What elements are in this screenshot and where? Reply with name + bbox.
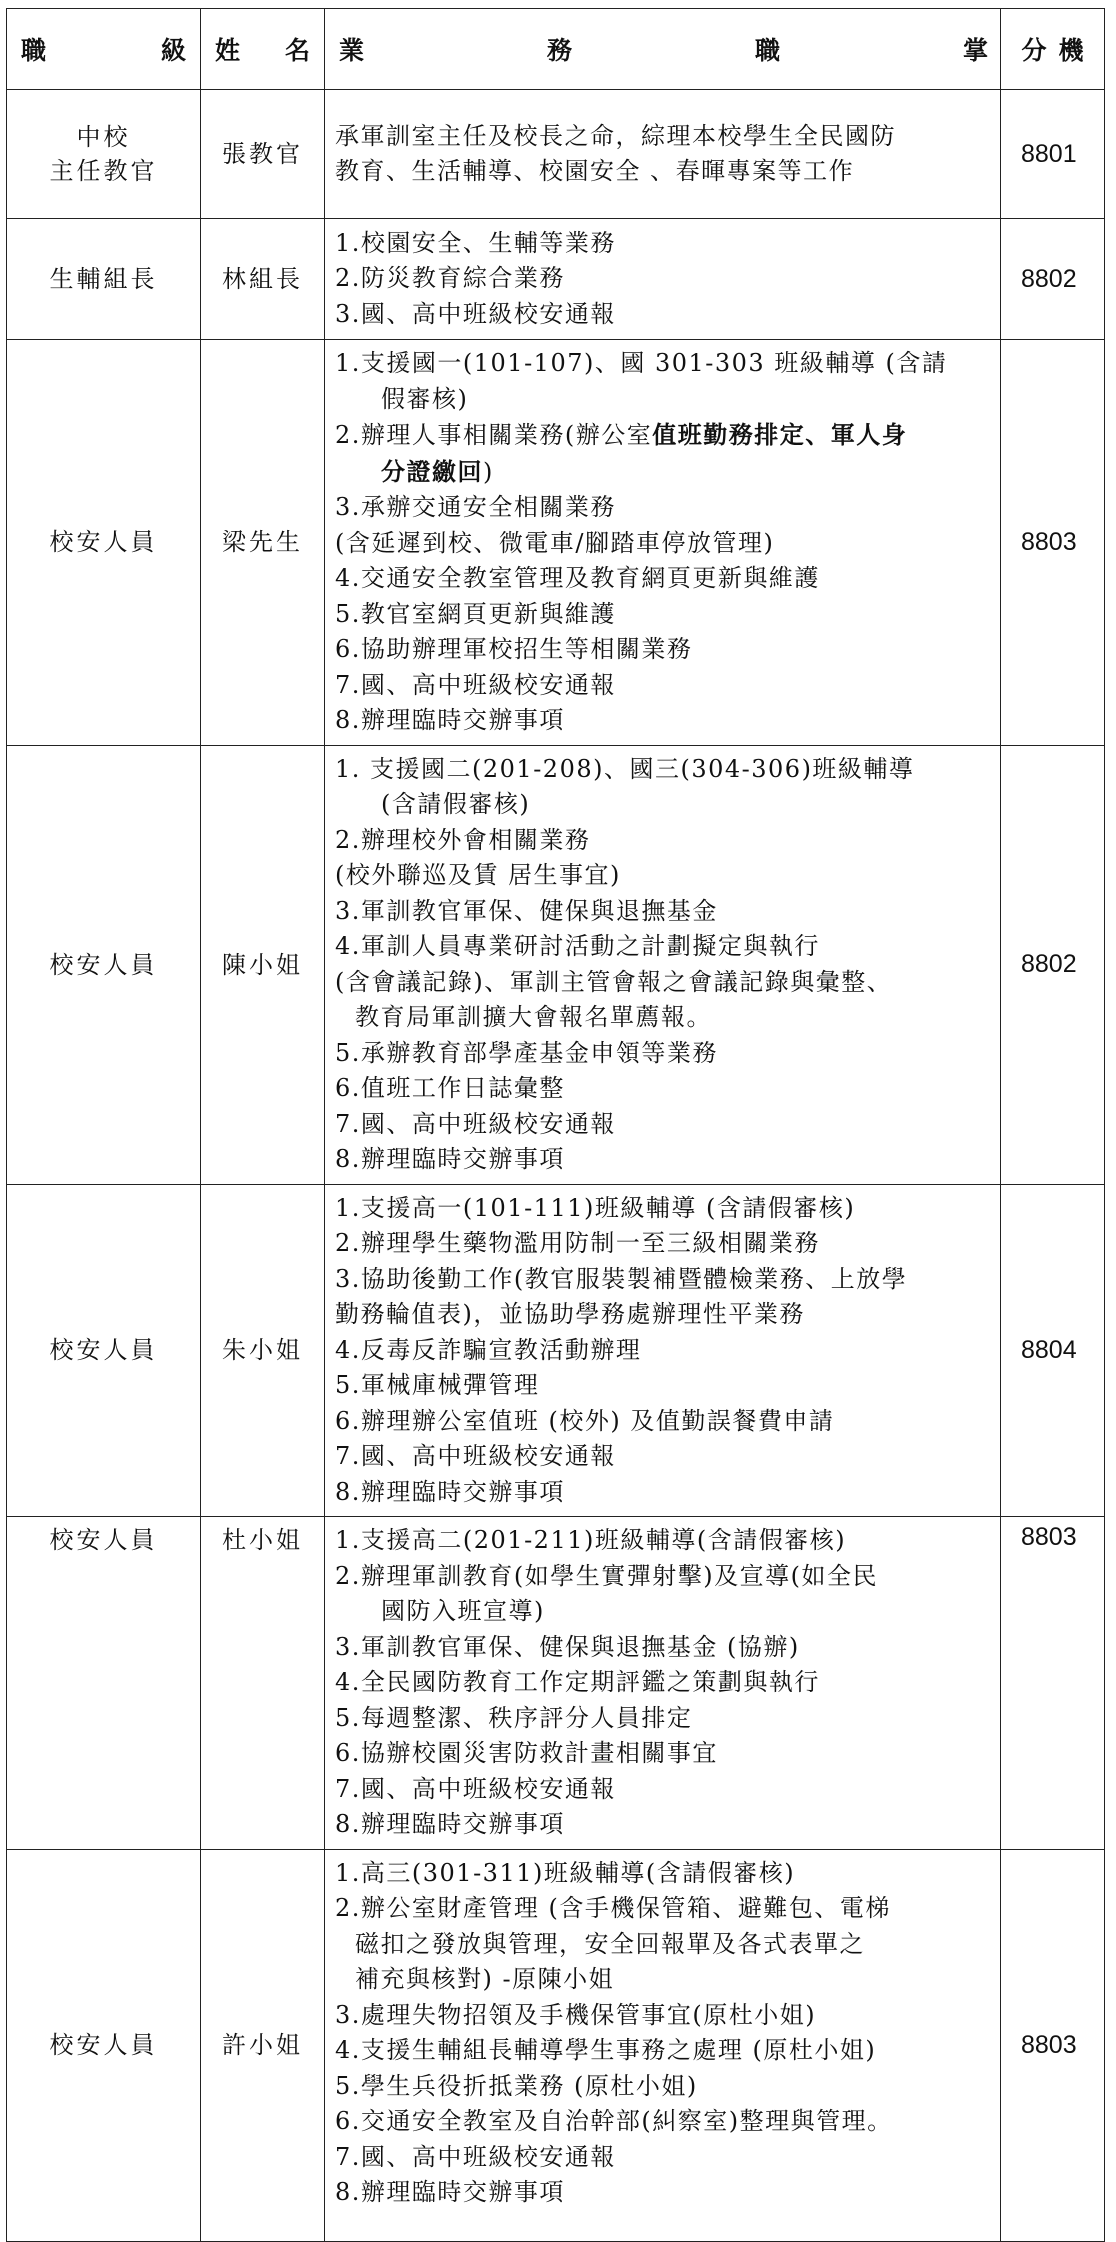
ext-text: 8803 [1021, 2030, 1077, 2059]
duty-cell [325, 1184, 1001, 1517]
header-ext [1001, 9, 1105, 90]
duty-line [335, 417, 992, 454]
duty-text: 1.支援高二(201-211)班級輔導(含請假審核) [335, 1526, 847, 1554]
duty-line [335, 858, 992, 894]
duty-text: 8.辦理臨時交辦事項 [335, 2178, 565, 2206]
name-text: 杜小姐 [222, 1526, 303, 1554]
duty-line [335, 823, 992, 859]
name-cell [201, 340, 325, 746]
title-cell [7, 1517, 201, 1850]
duty-text: 假審核) [381, 384, 469, 413]
duty-line [335, 1107, 992, 1143]
duty-text: 6.值班工作日誌彙整 [335, 1074, 565, 1102]
ext-text: 8802 [1021, 950, 1077, 978]
duty-line [335, 597, 992, 633]
duty-line: 承軍訓室主任及校長之命，綜理本校學生全民國防 [335, 121, 896, 150]
duty-line [335, 2104, 992, 2140]
header-name-char: 名 [284, 36, 310, 65]
duty-line [335, 1000, 992, 1036]
duty-text: (校外聯巡及賃 居生事宜) [335, 861, 621, 889]
header-title-char: 職 [21, 36, 47, 65]
duty-line [335, 346, 992, 382]
duty-cell [325, 1517, 1001, 1850]
duty-line [335, 1439, 992, 1475]
duty-text: 補充與核對) -原陳小姐 [355, 1965, 615, 1993]
duty-line [335, 1559, 992, 1595]
duty-text: 國防入班宣導) [381, 1597, 545, 1625]
duty-line [335, 668, 992, 704]
duty-line [335, 1071, 992, 1107]
header-title-char: 級 [160, 36, 186, 65]
duty-text: 3.軍訓教官軍保、健保與退撫基金 [335, 896, 718, 925]
title-cell [7, 1184, 201, 1517]
duty-text: 2.辦理學生藥物濫用防制一至三級相關業務 [335, 1229, 820, 1257]
duty-item: 2.防災教育綜合業務 [335, 264, 565, 293]
ext-text: 8803 [1021, 1523, 1077, 1551]
table-row [7, 1849, 1105, 2241]
header-duty-char: 掌 [962, 36, 988, 65]
header-duty-char: 業 [339, 36, 365, 65]
duty-text: 3.處理失物招領及手機保管事宜(原杜小姐) [335, 2000, 817, 2029]
duty-text: (含延遲到校、微電車/腳踏車停放管理) [335, 528, 775, 557]
duty-text: 勤務輪值表)，並協助學務處辦理性平業務 [335, 1300, 805, 1328]
duty-line [335, 490, 992, 526]
ext-text: 8804 [1021, 1335, 1077, 1364]
duty-line [335, 1856, 992, 1892]
duty-line [335, 561, 992, 597]
duty-text: 7.國、高中班級校安通報 [335, 2142, 616, 2171]
duty-line [335, 1665, 992, 1701]
duty-line [335, 703, 992, 739]
name-text: 張教官 [222, 140, 303, 168]
duty-line [335, 2069, 992, 2105]
ext-text: 8801 [1021, 139, 1077, 168]
duty-text: 2.辦理校外會相關業務 [335, 825, 591, 854]
duty-line [335, 2175, 992, 2211]
ext-text: 8802 [1021, 264, 1077, 293]
title-text: 校安人員 [49, 950, 158, 979]
table-header-row [7, 9, 1105, 90]
duty-roster-table [6, 8, 1105, 2242]
duty-line [335, 632, 992, 668]
title-text: 校安人員 [49, 2031, 158, 2059]
duty-line [335, 1297, 992, 1333]
duty-cell [325, 219, 1001, 340]
table-row [7, 340, 1105, 746]
duty-text: 2.辦公室財產管理 (含手機保管箱、避難包、電梯 [335, 1894, 891, 1922]
header-title [7, 9, 201, 90]
duty-text-emphasis: 值班勤務排定、軍人身 [652, 420, 908, 449]
duty-line: 教育、生活輔導、校園安全 、春暉專案等工作 [335, 157, 855, 185]
table-row [7, 1517, 1105, 1850]
table-row [7, 745, 1105, 1184]
duty-text: 8.辦理臨時交辦事項 [335, 1145, 565, 1173]
duty-text: 1. 支援國二(201-208)、國三(304-306)班級輔導 [335, 754, 915, 783]
ext-cell [1001, 90, 1105, 219]
duty-text: 磁扣之發放與管理，安全回報單及各式表單之 [355, 1929, 865, 1958]
duty-text: (含請假審核) [381, 790, 531, 818]
duty-text: 3.協助後勤工作(教官服裝製補暨體檢業務、上放學 [335, 1264, 908, 1293]
name-cell [201, 1849, 325, 2241]
title-cell [7, 219, 201, 340]
table-row [7, 1184, 1105, 1517]
title-text: 校安人員 [49, 1336, 158, 1365]
duty-line [335, 894, 992, 930]
duty-text: 4.全民國防教育工作定期評鑑之策劃與執行 [335, 1668, 820, 1696]
duty-line [335, 1226, 992, 1262]
duty-cell [325, 745, 1001, 1184]
duty-line [335, 1891, 992, 1927]
duty-text-tail: ) [483, 457, 494, 486]
duty-text: 5.承辦教育部學產基金申領等業務 [335, 1038, 718, 1067]
duty-text: 3.軍訓教官軍保、健保與退撫基金 (協辦) [335, 1632, 800, 1661]
duty-text: 5.每週整潔、秩序評分人員排定 [335, 1703, 693, 1732]
duty-line [335, 1036, 992, 1072]
name-text: 朱小姐 [222, 1336, 303, 1365]
header-name-char: 姓 [215, 36, 241, 65]
name-cell [201, 90, 325, 219]
table-row [7, 90, 1105, 219]
duty-line [335, 1142, 992, 1178]
name-text: 林組長 [222, 265, 303, 293]
duty-text: (含會議記錄)、軍訓主管會報之會議記錄與彙整、 [335, 967, 893, 996]
ext-text: 8803 [1021, 527, 1077, 556]
duty-text: 1.支援高一(101-111)班級輔導 (含請假審核) [335, 1193, 856, 1222]
duty-line [335, 2033, 992, 2069]
duty-text: 6.辦理辦公室值班 (校外) 及值勤誤餐費申請 [335, 1406, 835, 1435]
duty-line [335, 1630, 992, 1666]
duty-text: 8.辦理臨時交辦事項 [335, 706, 565, 734]
name-text: 陳小姐 [222, 950, 303, 979]
ext-cell [1001, 219, 1105, 340]
duty-line [335, 1701, 992, 1737]
duty-line [335, 965, 992, 1001]
duty-line [335, 752, 992, 788]
duty-line [335, 1368, 992, 1404]
duty-line [335, 1475, 992, 1511]
ext-cell [1001, 1184, 1105, 1517]
name-cell [201, 1184, 325, 1517]
duty-text: 6.協辦校園災害防救計畫相關事宜 [335, 1739, 718, 1767]
duty-text: 5.學生兵役折抵業務 (原杜小姐) [335, 2071, 698, 2100]
duty-text: 5.教官室網頁更新與維護 [335, 599, 616, 628]
duty-text: 1.高三(301-311)班級輔導(含請假審核) [335, 1858, 796, 1887]
duty-cell [325, 90, 1001, 219]
duty-item: 3.國、高中班級校安通報 [335, 299, 616, 328]
ext-cell [1001, 1517, 1105, 1850]
title-cell [7, 745, 201, 1184]
ext-cell [1001, 340, 1105, 746]
duty-text: 7.國、高中班級校安通報 [335, 1774, 616, 1803]
duty-text: 7.國、高中班級校安通報 [335, 670, 616, 699]
header-duty-char: 職 [754, 36, 780, 65]
duty-line [335, 1772, 992, 1808]
duty-text: 4.交通安全教室管理及教育網頁更新與維護 [335, 564, 820, 592]
title-text: 主任教官 [49, 157, 158, 185]
duty-line [335, 1523, 992, 1559]
title-cell [7, 340, 201, 746]
duty-line [335, 1262, 992, 1298]
duty-text: 教育局軍訓擴大會報名單薦報。 [355, 1003, 712, 1031]
duty-line [335, 1594, 992, 1630]
duty-cell [325, 340, 1001, 746]
duty-text: 8.辦理臨時交辦事項 [335, 1477, 565, 1506]
duty-text: 6.協助辦理軍校招生等相關業務 [335, 635, 693, 663]
header-ext-label: 分機 [1021, 36, 1096, 65]
duty-line [335, 526, 992, 562]
duty-text: 3.承辦交通安全相關業務 [335, 493, 616, 521]
duty-text: 4.反毒反詐騙宣教活動辦理 [335, 1335, 642, 1364]
duty-line [335, 1998, 992, 2034]
title-text: 校安人員 [49, 528, 158, 557]
duty-line [335, 1736, 992, 1772]
name-text: 許小姐 [222, 2031, 303, 2059]
duty-text: 4.支援生輔組長輔導學生事務之處理 (原杜小姐) [335, 2036, 877, 2064]
duty-line [335, 929, 992, 965]
header-duty [325, 9, 1001, 90]
header-name [201, 9, 325, 90]
title-cell [7, 90, 201, 219]
title-text: 中校 [76, 123, 131, 151]
header-duty-char: 務 [546, 36, 572, 65]
duty-line [335, 1807, 992, 1843]
name-cell [201, 1517, 325, 1850]
duty-text: 分證繳回 [381, 456, 483, 486]
duty-line [335, 2140, 992, 2176]
ext-cell [1001, 745, 1105, 1184]
duty-line [335, 1927, 992, 1963]
duty-text: 6.交通安全教室及自治幹部(糾察室)整理與管理。 [335, 2107, 893, 2135]
duty-line [335, 1962, 992, 1998]
title-text: 校安人員 [49, 1526, 158, 1554]
name-text: 梁先生 [222, 528, 303, 557]
duty-text: 1.支援國一(101-107)、國 301-303 班級輔導 (含請 [335, 349, 948, 377]
duty-line [335, 1404, 992, 1440]
duty-line [335, 1191, 992, 1227]
title-cell [7, 1849, 201, 2241]
duty-line [335, 454, 992, 491]
duty-text: 7.國、高中班級校安通報 [335, 1109, 616, 1138]
table-row [7, 219, 1105, 340]
duty-line [335, 382, 992, 418]
name-cell [201, 745, 325, 1184]
duty-line [335, 1333, 992, 1369]
duty-text: 2.辦理軍訓教育(如學生實彈射擊)及宣導(如全民 [335, 1561, 878, 1590]
name-cell [201, 219, 325, 340]
duty-text: 2.辦理人事相關業務(辦公室 [335, 421, 653, 449]
duty-item: 1.校園安全、生輔等業務 [335, 228, 616, 257]
duty-text: 5.軍械庫械彈管理 [335, 1371, 540, 1399]
duty-cell [325, 1849, 1001, 2241]
duty-text: 7.國、高中班級校安通報 [335, 1442, 616, 1470]
duty-line [335, 787, 992, 823]
title-text: 生輔組長 [49, 265, 158, 293]
duty-text: 4.軍訓人員專業研討活動之計劃擬定與執行 [335, 932, 820, 960]
ext-cell [1001, 1849, 1105, 2241]
duty-text: 8.辦理臨時交辦事項 [335, 1810, 565, 1838]
